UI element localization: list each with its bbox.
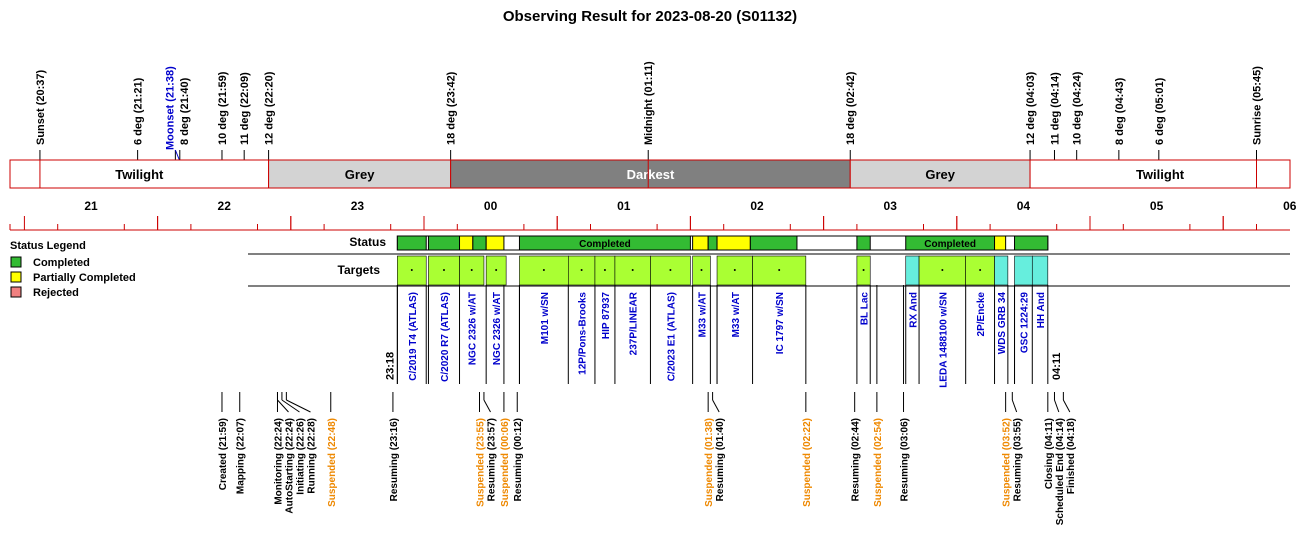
status-segment xyxy=(995,236,1006,250)
event-label: Suspended (02:54) xyxy=(872,418,884,507)
hour-label: 21 xyxy=(84,199,98,213)
target-marker-dot xyxy=(543,269,545,271)
status-segment xyxy=(428,236,459,250)
time-marker-label: 6 deg (05:01) xyxy=(1153,77,1166,145)
status-segment xyxy=(1015,236,1048,250)
time-marker-label: 6 deg (21:21) xyxy=(132,77,145,145)
time-marker-label: 12 deg (04:03) xyxy=(1025,71,1038,145)
event-leader xyxy=(1012,400,1016,412)
time-marker-label: Sunrise (05:45) xyxy=(1251,66,1264,145)
legend-swatch-partial xyxy=(11,272,21,282)
hour-label: 03 xyxy=(883,199,897,213)
target-marker-dot xyxy=(495,269,497,271)
target-name: C/2019 T4 (ATLAS) xyxy=(407,292,419,381)
target-name: HH And xyxy=(1036,292,1048,329)
twilight-bands xyxy=(10,160,1290,188)
status-segment xyxy=(460,236,473,250)
target-name: BL Lac xyxy=(859,292,871,326)
band-label: Grey xyxy=(925,167,955,182)
target-name: NGC 2326 w/AT xyxy=(492,292,504,366)
legend-title: Status Legend xyxy=(10,240,86,252)
hour-label: 23 xyxy=(350,199,365,213)
event-label: Resuming (23:16) xyxy=(388,418,400,502)
target-marker-dot xyxy=(604,269,606,271)
target-block xyxy=(1015,256,1033,285)
hour-label: 00 xyxy=(483,199,498,213)
legend-swatch-rejected xyxy=(11,287,21,297)
target-marker-dot xyxy=(701,269,703,271)
event-label: Finished (04:18) xyxy=(1065,418,1077,495)
event-label: Resuming (03:06) xyxy=(899,418,911,502)
schedule-rows xyxy=(248,235,1290,388)
target-name: LEDA 1488100 w/SN xyxy=(938,292,950,388)
time-marker-label: 11 deg (04:14) xyxy=(1049,72,1062,145)
targets-row-label: Targets xyxy=(337,263,380,277)
event-label: Suspended (01:38) xyxy=(704,418,716,507)
band-label: Grey xyxy=(344,167,375,182)
event-label: Running (22:28) xyxy=(306,418,318,494)
event-leader xyxy=(713,400,720,412)
hour-label: 01 xyxy=(617,199,631,213)
legend-item-label: Completed xyxy=(33,257,90,269)
status-segment xyxy=(693,236,709,250)
status-row-label: Status xyxy=(349,235,386,249)
target-name: GSC 1224:29 xyxy=(1019,292,1031,354)
time-marker-label: Sunset (20:37) xyxy=(34,69,47,145)
target-marker-dot xyxy=(734,269,736,271)
time-marker-label: Midnight (01:11) xyxy=(643,61,656,145)
hour-label: 05 xyxy=(1149,199,1164,213)
event-label: Resuming (23:57) xyxy=(486,418,498,502)
status-legend xyxy=(10,240,136,299)
event-label: AutoStarting (22:24) xyxy=(284,418,296,514)
event-label: Suspended (00:06) xyxy=(499,418,511,507)
status-segment xyxy=(473,236,486,250)
band-label: Twilight xyxy=(1135,167,1185,182)
status-segment-label: Completed xyxy=(924,239,976,250)
target-marker-dot xyxy=(581,269,583,271)
hour-label: 22 xyxy=(217,199,231,213)
target-block xyxy=(1032,256,1048,285)
event-leader xyxy=(1054,400,1058,412)
time-axis xyxy=(10,199,1297,230)
band-label: Darkest xyxy=(626,167,675,182)
target-name: 2P/Encke xyxy=(976,292,988,337)
event-log xyxy=(218,392,1077,525)
time-label: 23:18 xyxy=(384,351,397,380)
target-name: 237P/LINEAR xyxy=(628,292,640,356)
target-name: NGC 2326 w/AT xyxy=(467,291,479,366)
status-segment xyxy=(708,236,717,250)
target-marker-dot xyxy=(863,269,865,271)
event-leader xyxy=(484,400,491,412)
target-name: WDS GRB 34 xyxy=(997,291,1009,355)
chart-title: Observing Result for 2023-08-20 (S01132) xyxy=(502,8,798,25)
event-label: Closing (04:11) xyxy=(1043,418,1055,490)
event-label: Suspended (02:22) xyxy=(801,418,813,507)
target-block xyxy=(995,256,1008,285)
hour-label: 06 xyxy=(1283,199,1297,213)
event-label: Resuming (01:40) xyxy=(715,418,727,502)
event-label: Resuming (03:55) xyxy=(1012,418,1024,502)
time-label: 04:11 xyxy=(1050,352,1063,380)
status-segment xyxy=(397,236,426,250)
time-marker-label: 8 deg (21:40) xyxy=(178,77,191,145)
target-name: IC 1797 w/SN xyxy=(775,292,787,355)
target-name: M33 w/AT xyxy=(730,292,742,338)
target-marker-dot xyxy=(669,269,671,271)
legend-swatch-completed xyxy=(11,257,21,267)
event-label: Initiating (22:26) xyxy=(295,418,307,495)
event-label: Suspended (03:52) xyxy=(1001,418,1013,507)
target-name: 12P/Pons-Brooks xyxy=(577,292,589,375)
target-marker-dot xyxy=(632,269,634,271)
event-label: Scheduled End (04:14) xyxy=(1054,418,1066,526)
target-marker-dot xyxy=(471,269,473,271)
target-name: M101 w/SN xyxy=(539,292,551,345)
event-label: Suspended (22:48) xyxy=(326,418,338,507)
time-marker-label: 10 deg (21:59) xyxy=(216,71,229,145)
event-leader xyxy=(277,400,288,412)
time-marker-label: 18 deg (23:42) xyxy=(445,71,458,145)
event-leader xyxy=(1063,400,1069,412)
target-marker-dot xyxy=(411,269,413,271)
status-segment xyxy=(857,236,870,250)
target-marker-dot xyxy=(778,269,780,271)
target-name: RX And xyxy=(908,292,920,328)
status-segment xyxy=(750,236,797,250)
target-name: HIP 87937 xyxy=(600,292,612,340)
event-label: Resuming (00:12) xyxy=(513,418,525,502)
event-label: Resuming (02:44) xyxy=(850,418,862,502)
legend-item-label: Rejected xyxy=(33,287,79,299)
time-markers xyxy=(35,61,1264,160)
time-marker-label: 11 deg (22:09) xyxy=(239,72,252,145)
legend-item-label: Partially Completed xyxy=(33,272,136,284)
hour-label: 02 xyxy=(750,199,764,213)
target-marker-dot xyxy=(979,269,981,271)
time-marker-label: 8 deg (04:43) xyxy=(1113,77,1126,145)
target-name: M33 w/AT xyxy=(697,292,709,338)
target-block xyxy=(906,256,919,285)
event-label: Mapping (22:07) xyxy=(235,418,247,495)
time-marker-label: 18 deg (02:42) xyxy=(845,71,858,145)
time-marker-label: Moonset (21:38) xyxy=(164,66,177,150)
status-segment-label: Completed xyxy=(579,239,631,250)
time-marker-label: 10 deg (04:24) xyxy=(1071,71,1084,145)
target-name: C/2023 E1 (ATLAS) xyxy=(666,292,678,382)
event-label: Monitoring (22:24) xyxy=(273,418,285,505)
time-marker-label: 12 deg (22:20) xyxy=(263,71,276,145)
event-label: Suspended (23:55) xyxy=(475,418,487,507)
hour-label: 04 xyxy=(1016,199,1031,213)
band-label: Twilight xyxy=(115,167,164,182)
status-segment xyxy=(486,236,504,250)
target-marker-dot xyxy=(941,269,943,271)
target-name: C/2020 R7 (ATLAS) xyxy=(439,291,451,382)
event-label: Created (21:59) xyxy=(217,418,229,491)
target-marker-dot xyxy=(443,269,445,271)
status-segment xyxy=(717,236,750,250)
moonset-leader xyxy=(175,150,179,160)
